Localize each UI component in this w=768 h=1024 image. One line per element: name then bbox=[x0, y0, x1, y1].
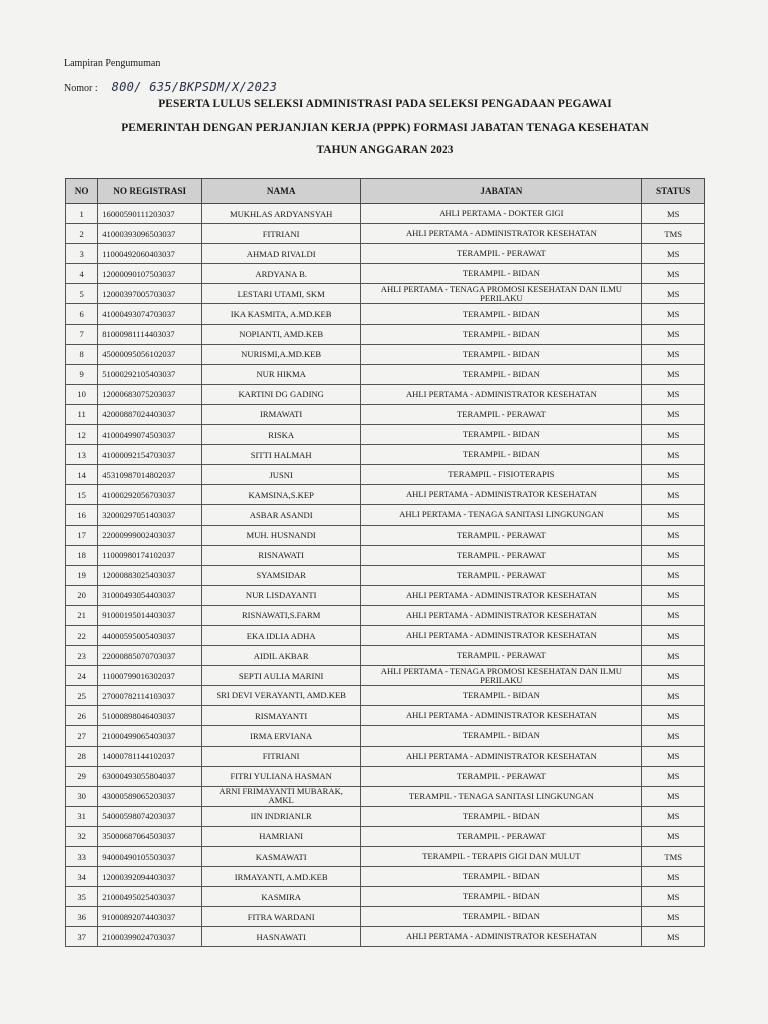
row-name: FITRA WARDANI bbox=[202, 907, 361, 927]
row-name: ARDYANA B. bbox=[202, 264, 361, 284]
table-row bbox=[66, 605, 705, 625]
row-registration: 43000589065203037 bbox=[98, 786, 202, 806]
row-position: TERAMPIL - BIDAN bbox=[361, 445, 642, 465]
row-status: MS bbox=[642, 746, 705, 766]
row-no: 5 bbox=[66, 284, 98, 304]
table-row bbox=[66, 324, 705, 344]
row-registration: 22000999002403037 bbox=[98, 525, 202, 545]
row-no: 17 bbox=[66, 525, 98, 545]
row-no: 16 bbox=[66, 505, 98, 525]
row-name: KASMAWATI bbox=[202, 847, 361, 867]
row-name: IRMAYANTI, A.MD.KEB bbox=[202, 867, 361, 887]
row-registration: 11000799016302037 bbox=[98, 666, 202, 686]
row-no: 28 bbox=[66, 746, 98, 766]
row-registration: 91000195014403037 bbox=[98, 605, 202, 625]
table-row bbox=[66, 264, 705, 284]
row-position: TERAMPIL - BIDAN bbox=[361, 867, 642, 887]
header-registration: NO REGISTRASI bbox=[98, 179, 202, 204]
table-row bbox=[66, 284, 705, 304]
table-row bbox=[66, 404, 705, 424]
row-status: MS bbox=[642, 304, 705, 324]
row-registration: 12000392094403037 bbox=[98, 867, 202, 887]
row-registration: 35000687064503037 bbox=[98, 826, 202, 846]
row-registration: 16000590111203037 bbox=[98, 204, 202, 224]
row-registration: 42000887024403037 bbox=[98, 404, 202, 424]
row-position: TERAMPIL - PERAWAT bbox=[361, 525, 642, 545]
table-row bbox=[66, 646, 705, 666]
row-registration: 54000598074203037 bbox=[98, 806, 202, 826]
table-row bbox=[66, 585, 705, 605]
row-name: LESTARI UTAMI, SKM bbox=[202, 284, 361, 304]
row-no: 26 bbox=[66, 706, 98, 726]
row-status: MS bbox=[642, 686, 705, 706]
row-name: FITRIANI bbox=[202, 224, 361, 244]
row-status: MS bbox=[642, 646, 705, 666]
table-row bbox=[66, 344, 705, 364]
attachment-label: Lampiran Pengumuman bbox=[64, 58, 161, 69]
row-registration: 12000883025403037 bbox=[98, 565, 202, 585]
row-no: 8 bbox=[66, 344, 98, 364]
table-row bbox=[66, 384, 705, 404]
table-row bbox=[66, 706, 705, 726]
row-name: NURISMI,A.MD.KEB bbox=[202, 344, 361, 364]
row-name: SEPTI AULIA MARINI bbox=[202, 666, 361, 686]
row-status: MS bbox=[642, 887, 705, 907]
row-no: 4 bbox=[66, 264, 98, 284]
row-name: IRMA ERVIANA bbox=[202, 726, 361, 746]
table-header-row bbox=[66, 179, 705, 204]
row-name: IKA KASMITA, A.MD.KEB bbox=[202, 304, 361, 324]
row-name: KASMIRA bbox=[202, 887, 361, 907]
row-status: MS bbox=[642, 625, 705, 645]
row-position: TERAMPIL - PERAWAT bbox=[361, 545, 642, 565]
row-status: MS bbox=[642, 364, 705, 384]
row-name: RISMAYANTI bbox=[202, 706, 361, 726]
row-position: AHLI PERTAMA - TENAGA PROMOSI KESEHATAN DAN ILMU PERILAKU bbox=[361, 666, 642, 686]
row-no: 1 bbox=[66, 204, 98, 224]
row-no: 22 bbox=[66, 625, 98, 645]
row-position: TERAMPIL - FISIOTERAPIS bbox=[361, 465, 642, 485]
row-no: 9 bbox=[66, 364, 98, 384]
row-registration: 21000499065403037 bbox=[98, 726, 202, 746]
row-status: MS bbox=[642, 284, 705, 304]
row-status: MS bbox=[642, 264, 705, 284]
row-status: MS bbox=[642, 545, 705, 565]
row-status: MS bbox=[642, 726, 705, 746]
row-status: MS bbox=[642, 384, 705, 404]
row-position: TERAMPIL - BIDAN bbox=[361, 304, 642, 324]
row-name: NUR LISDAYANTI bbox=[202, 585, 361, 605]
table-row bbox=[66, 465, 705, 485]
row-status: MS bbox=[642, 445, 705, 465]
row-position: AHLI PERTAMA - ADMINISTRATOR KESEHATAN bbox=[361, 625, 642, 645]
row-registration: 32000297051403037 bbox=[98, 505, 202, 525]
row-name: NUR HIKMA bbox=[202, 364, 361, 384]
row-name: IRMAWATI bbox=[202, 404, 361, 424]
table-row bbox=[66, 766, 705, 786]
row-no: 35 bbox=[66, 887, 98, 907]
table-row bbox=[66, 204, 705, 224]
row-position: TERAMPIL - BIDAN bbox=[361, 324, 642, 344]
row-name: MUH. HUSNANDI bbox=[202, 525, 361, 545]
row-registration: 91000892074403037 bbox=[98, 907, 202, 927]
row-no: 30 bbox=[66, 786, 98, 806]
row-position: AHLI PERTAMA - TENAGA SANITASI LINGKUNGAN bbox=[361, 505, 642, 525]
table-row bbox=[66, 625, 705, 645]
table-row bbox=[66, 545, 705, 565]
row-status: MS bbox=[642, 244, 705, 264]
table-row bbox=[66, 786, 705, 806]
row-name: RISNAWATI bbox=[202, 545, 361, 565]
row-registration: 41000092154703037 bbox=[98, 445, 202, 465]
row-status: TMS bbox=[642, 224, 705, 244]
row-status: TMS bbox=[642, 847, 705, 867]
row-position: TERAMPIL - PERAWAT bbox=[361, 826, 642, 846]
row-no: 21 bbox=[66, 605, 98, 625]
row-name: HASNAWATI bbox=[202, 927, 361, 947]
row-position: TERAMPIL - BIDAN bbox=[361, 264, 642, 284]
row-position: TERAMPIL - BIDAN bbox=[361, 425, 642, 445]
row-position: AHLI PERTAMA - ADMINISTRATOR KESEHATAN bbox=[361, 927, 642, 947]
table-row bbox=[66, 847, 705, 867]
row-position: AHLI PERTAMA - ADMINISTRATOR KESEHATAN bbox=[361, 384, 642, 404]
header-status: STATUS bbox=[642, 179, 705, 204]
row-status: MS bbox=[642, 465, 705, 485]
row-status: MS bbox=[642, 766, 705, 786]
row-registration: 94000490105503037 bbox=[98, 847, 202, 867]
header-no: NO bbox=[66, 179, 98, 204]
row-position: TERAMPIL - BIDAN bbox=[361, 806, 642, 826]
row-status: MS bbox=[642, 706, 705, 726]
row-position: TERAMPIL - BIDAN bbox=[361, 726, 642, 746]
participants-table bbox=[65, 178, 705, 947]
row-name: RISKA bbox=[202, 425, 361, 445]
table-row bbox=[66, 666, 705, 686]
row-registration: 12000090107503037 bbox=[98, 264, 202, 284]
row-no: 32 bbox=[66, 826, 98, 846]
row-position: TERAMPIL - PERAWAT bbox=[361, 404, 642, 424]
table-row bbox=[66, 224, 705, 244]
row-no: 24 bbox=[66, 666, 98, 686]
row-registration: 41000499074503037 bbox=[98, 425, 202, 445]
row-name: ARNI FRIMAYANTI MUBARAK, AMKL bbox=[202, 786, 361, 806]
row-registration: 31000493054403037 bbox=[98, 585, 202, 605]
row-registration: 45310987014802037 bbox=[98, 465, 202, 485]
row-registration: 41000493074703037 bbox=[98, 304, 202, 324]
row-no: 19 bbox=[66, 565, 98, 585]
row-status: MS bbox=[642, 605, 705, 625]
table-row bbox=[66, 525, 705, 545]
row-status: MS bbox=[642, 585, 705, 605]
table-row bbox=[66, 364, 705, 384]
document-title-line-1: PESERTA LULUS SELEKSI ADMINISTRASI PADA SELEKSI PENGADAAN PEGAWAI bbox=[158, 98, 612, 110]
row-name: KAMSINA,S.KEP bbox=[202, 485, 361, 505]
row-name: AIDIL AKBAR bbox=[202, 646, 361, 666]
row-status: MS bbox=[642, 927, 705, 947]
table-row bbox=[66, 485, 705, 505]
row-name: SRI DEVI VERAYANTI, AMD.KEB bbox=[202, 686, 361, 706]
row-position: TERAMPIL - BIDAN bbox=[361, 364, 642, 384]
table-row bbox=[66, 907, 705, 927]
header-position: JABATAN bbox=[361, 179, 642, 204]
row-status: MS bbox=[642, 525, 705, 545]
row-status: MS bbox=[642, 344, 705, 364]
row-no: 27 bbox=[66, 726, 98, 746]
row-position: TERAMPIL - PERAWAT bbox=[361, 766, 642, 786]
table-row bbox=[66, 686, 705, 706]
row-position: AHLI PERTAMA - TENAGA PROMOSI KESEHATAN DAN ILMU PERILAKU bbox=[361, 284, 642, 304]
row-status: MS bbox=[642, 404, 705, 424]
row-name: HAMRIANI bbox=[202, 826, 361, 846]
row-name: SYAMSIDAR bbox=[202, 565, 361, 585]
row-no: 13 bbox=[66, 445, 98, 465]
row-registration: 41000393096503037 bbox=[98, 224, 202, 244]
row-status: MS bbox=[642, 867, 705, 887]
row-name: EKA IDLIA ADHA bbox=[202, 625, 361, 645]
letter-number bbox=[64, 80, 277, 94]
row-registration: 12000683075203037 bbox=[98, 384, 202, 404]
row-position: TERAMPIL - BIDAN bbox=[361, 344, 642, 364]
row-no: 7 bbox=[66, 324, 98, 344]
row-no: 23 bbox=[66, 646, 98, 666]
row-status: MS bbox=[642, 907, 705, 927]
row-name: FITRI YULIANA HASMAN bbox=[202, 766, 361, 786]
row-no: 6 bbox=[66, 304, 98, 324]
table-row bbox=[66, 425, 705, 445]
row-name: ASBAR ASANDI bbox=[202, 505, 361, 525]
row-registration: 81000981114403037 bbox=[98, 324, 202, 344]
row-position: AHLI PERTAMA - ADMINISTRATOR KESEHATAN bbox=[361, 706, 642, 726]
row-position: AHLI PERTAMA - ADMINISTRATOR KESEHATAN bbox=[361, 605, 642, 625]
row-no: 34 bbox=[66, 867, 98, 887]
row-status: MS bbox=[642, 806, 705, 826]
row-registration: 11000980174102037 bbox=[98, 545, 202, 565]
row-no: 3 bbox=[66, 244, 98, 264]
row-name: JUSNI bbox=[202, 465, 361, 485]
row-status: MS bbox=[642, 565, 705, 585]
table-row bbox=[66, 726, 705, 746]
table-row bbox=[66, 887, 705, 907]
row-position: AHLI PERTAMA - ADMINISTRATOR KESEHATAN bbox=[361, 746, 642, 766]
row-position: TERAMPIL - PERAWAT bbox=[361, 244, 642, 264]
table-row bbox=[66, 304, 705, 324]
row-registration: 14000781144102037 bbox=[98, 746, 202, 766]
row-status: MS bbox=[642, 666, 705, 686]
row-name: NOPIANTI, AMD.KEB bbox=[202, 324, 361, 344]
row-status: MS bbox=[642, 786, 705, 806]
table-row bbox=[66, 806, 705, 826]
row-status: MS bbox=[642, 485, 705, 505]
row-no: 18 bbox=[66, 545, 98, 565]
row-no: 31 bbox=[66, 806, 98, 826]
row-registration: 45000095056102037 bbox=[98, 344, 202, 364]
row-name: SITTI HALMAH bbox=[202, 445, 361, 465]
row-no: 33 bbox=[66, 847, 98, 867]
row-no: 25 bbox=[66, 686, 98, 706]
table-row bbox=[66, 244, 705, 264]
row-no: 2 bbox=[66, 224, 98, 244]
row-position: AHLI PERTAMA - ADMINISTRATOR KESEHATAN bbox=[361, 585, 642, 605]
row-position: TERAMPIL - TERAPIS GIGI DAN MULUT bbox=[361, 847, 642, 867]
row-no: 36 bbox=[66, 907, 98, 927]
letter-number-label: Nomor : bbox=[64, 83, 98, 94]
row-registration: 51000898046403037 bbox=[98, 706, 202, 726]
row-registration: 44000595005403037 bbox=[98, 625, 202, 645]
table-row bbox=[66, 445, 705, 465]
row-position: AHLI PERTAMA - ADMINISTRATOR KESEHATAN bbox=[361, 224, 642, 244]
row-registration: 41000292056703037 bbox=[98, 485, 202, 505]
row-position: TERAMPIL - BIDAN bbox=[361, 686, 642, 706]
row-position: AHLI PERTAMA - DOKTER GIGI bbox=[361, 204, 642, 224]
row-registration: 51000292105403037 bbox=[98, 364, 202, 384]
row-no: 11 bbox=[66, 404, 98, 424]
row-no: 12 bbox=[66, 425, 98, 445]
row-registration: 63000493055804037 bbox=[98, 766, 202, 786]
row-status: MS bbox=[642, 505, 705, 525]
table-row bbox=[66, 505, 705, 525]
row-position: TERAMPIL - BIDAN bbox=[361, 887, 642, 907]
row-status: MS bbox=[642, 204, 705, 224]
row-registration: 22000885070703037 bbox=[98, 646, 202, 666]
row-position: TERAMPIL - TENAGA SANITASI LINGKUNGAN bbox=[361, 786, 642, 806]
row-registration: 12000397005703037 bbox=[98, 284, 202, 304]
row-no: 37 bbox=[66, 927, 98, 947]
table-row bbox=[66, 867, 705, 887]
row-no: 10 bbox=[66, 384, 98, 404]
row-registration: 27000782114103037 bbox=[98, 686, 202, 706]
row-status: MS bbox=[642, 425, 705, 445]
row-name: IIN INDRIANI.R bbox=[202, 806, 361, 826]
header-name: NAMA bbox=[202, 179, 361, 204]
row-name: KARTINI DG GADING bbox=[202, 384, 361, 404]
row-position: TERAMPIL - BIDAN bbox=[361, 907, 642, 927]
row-no: 15 bbox=[66, 485, 98, 505]
row-no: 20 bbox=[66, 585, 98, 605]
document-title-line-2: PEMERINTAH DENGAN PERJANJIAN KERJA (PPPK) FORMASI JABATAN TENAGA KESEHATAN bbox=[121, 122, 649, 134]
table-row bbox=[66, 746, 705, 766]
row-registration: 21000399024703037 bbox=[98, 927, 202, 947]
row-name: FITRIANI bbox=[202, 746, 361, 766]
table-row bbox=[66, 565, 705, 585]
row-status: MS bbox=[642, 826, 705, 846]
row-no: 14 bbox=[66, 465, 98, 485]
row-status: MS bbox=[642, 324, 705, 344]
letter-number-value: 800/ 635/BKPSDM/X/2023 bbox=[111, 80, 278, 94]
row-no: 29 bbox=[66, 766, 98, 786]
row-position: TERAMPIL - PERAWAT bbox=[361, 646, 642, 666]
row-registration: 11000492060403037 bbox=[98, 244, 202, 264]
row-name: RISNAWATI,S.FARM bbox=[202, 605, 361, 625]
row-name: MUKHLAS ARDYANSYAH bbox=[202, 204, 361, 224]
table-row bbox=[66, 927, 705, 947]
row-position: AHLI PERTAMA - ADMINISTRATOR KESEHATAN bbox=[361, 485, 642, 505]
document-title-line-3: TAHUN ANGGARAN 2023 bbox=[316, 144, 454, 156]
table-row bbox=[66, 826, 705, 846]
row-name: AHMAD RIVALDI bbox=[202, 244, 361, 264]
row-position: TERAMPIL - PERAWAT bbox=[361, 565, 642, 585]
row-registration: 21000495025403037 bbox=[98, 887, 202, 907]
